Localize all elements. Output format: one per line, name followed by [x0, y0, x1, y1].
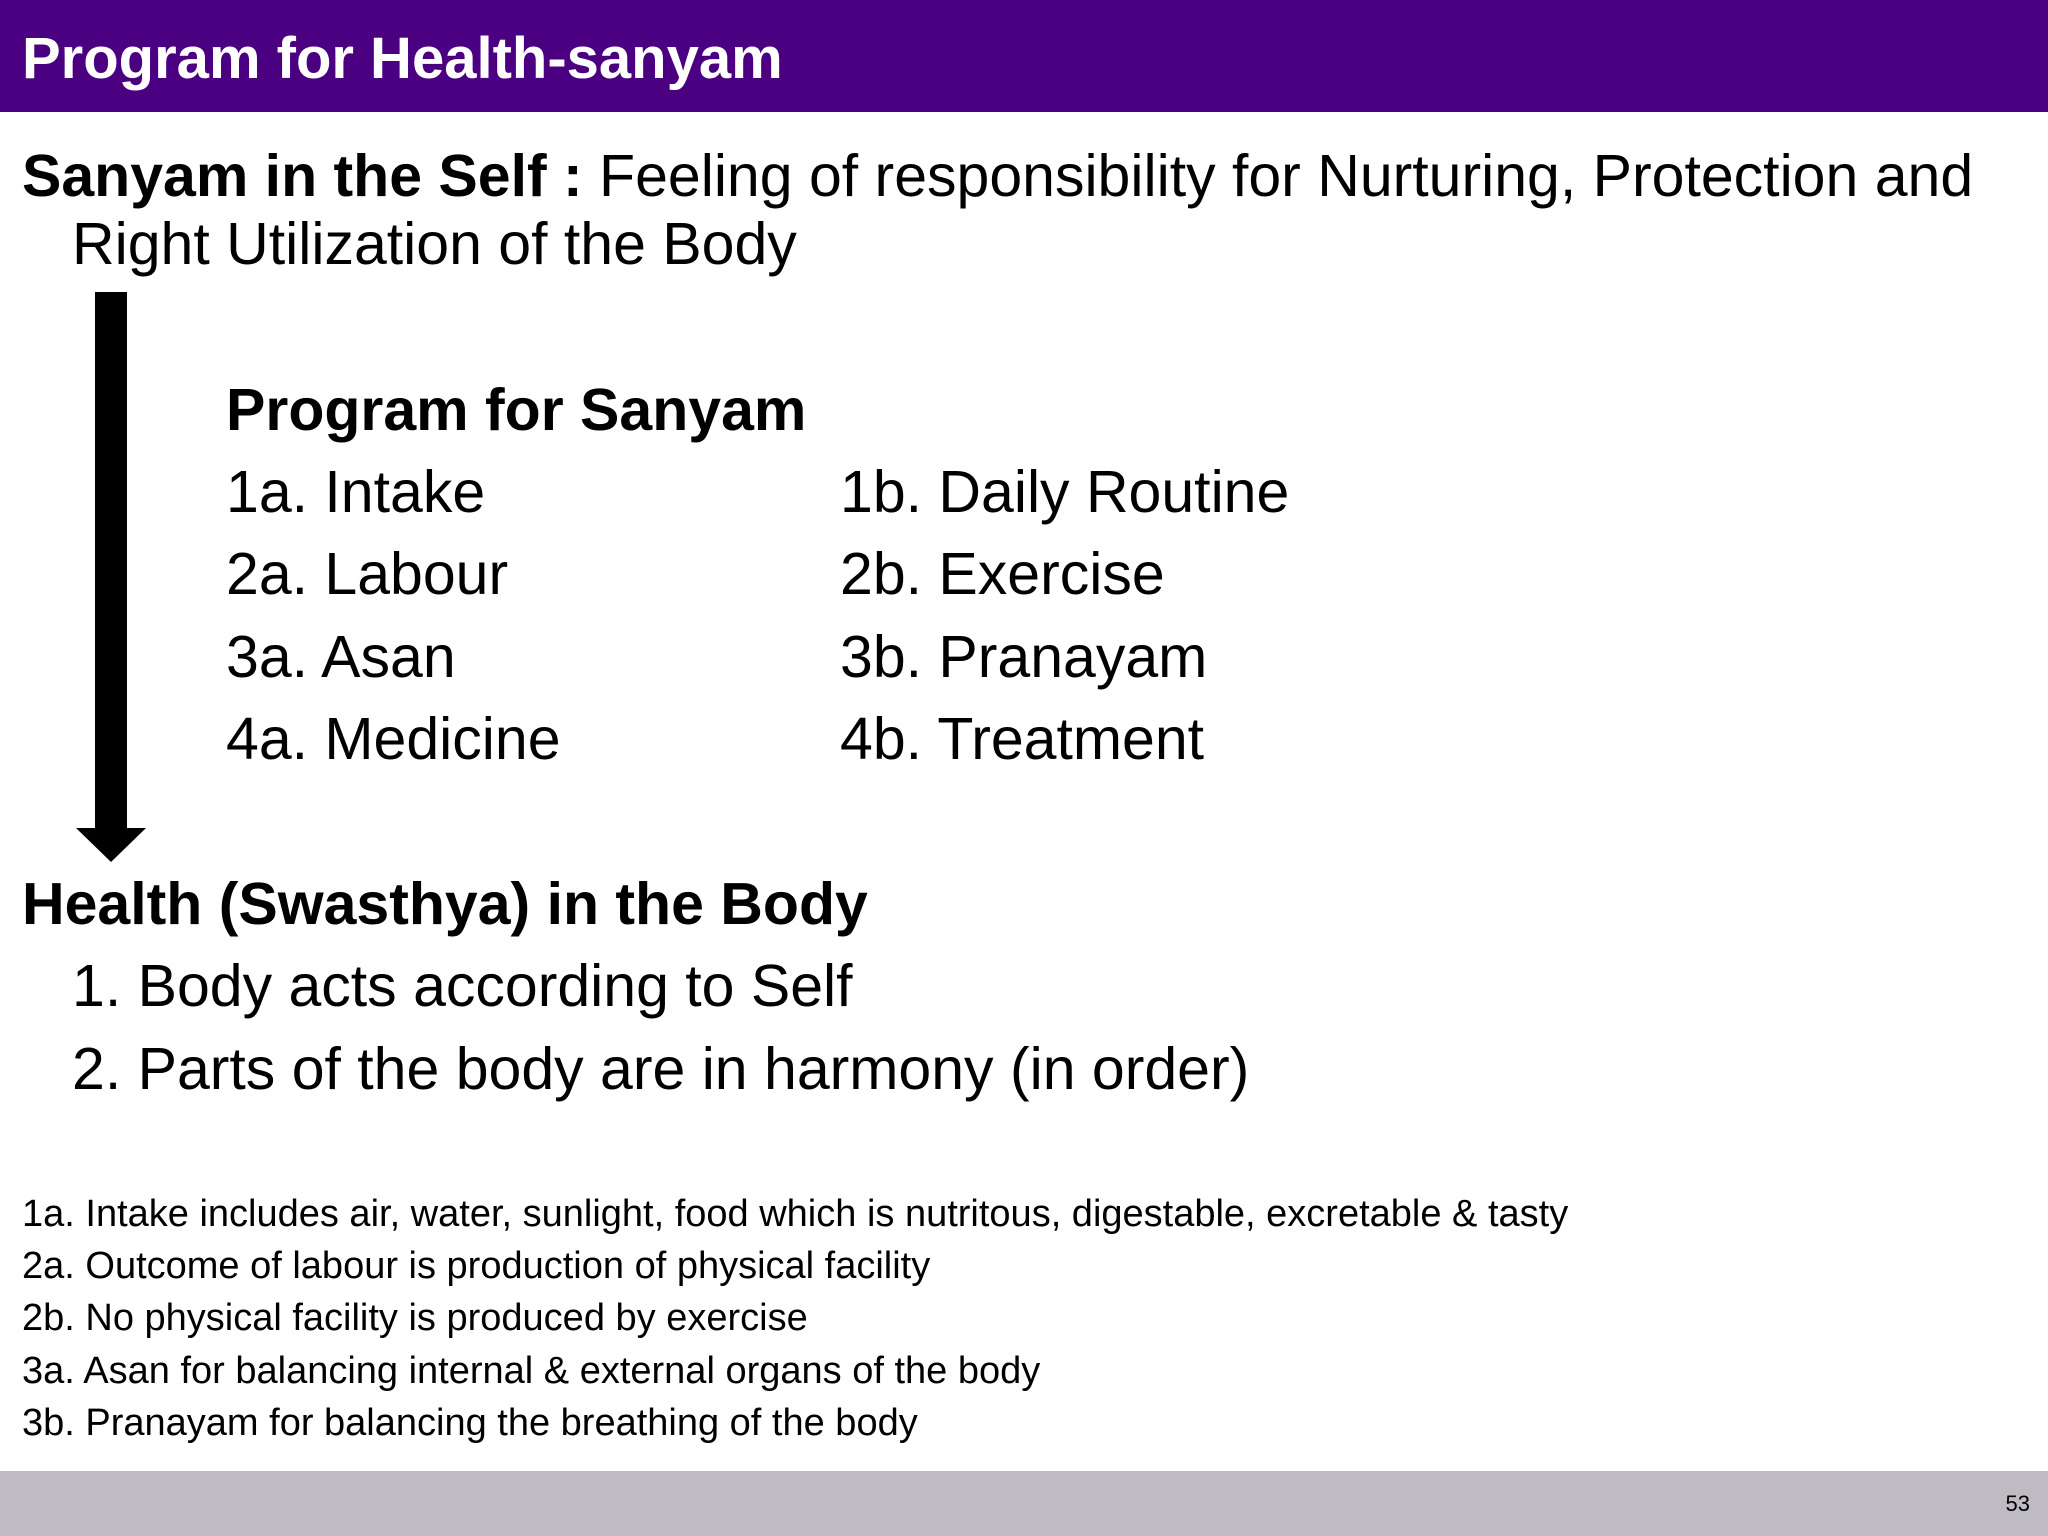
page-number: 53 [2005, 1491, 2030, 1516]
self-statement [22, 142, 2048, 278]
program-item-2a: 2a. Labour [226, 541, 509, 607]
health-point-1: 1. Body acts according to Self [72, 953, 853, 1019]
program-item-1b: 1b. Daily Routine [840, 459, 1290, 525]
self-statement-lead: Sanyam in the Self : [22, 143, 583, 209]
program-item-2b: 2b. Exercise [840, 541, 1165, 607]
note-2b: 2b. No physical facility is produced by exercise [22, 1297, 808, 1339]
health-point-2: 2. Parts of the body are in harmony (in order) [72, 1036, 1250, 1102]
down-arrow-icon [76, 292, 146, 864]
program-item-1a: 1a. Intake [226, 459, 486, 525]
self-statement-text: Feeling of responsibility for Nurturing, Protection and Right Utilization of the Body [72, 143, 1974, 277]
program-item-3a: 3a. Asan [226, 624, 456, 690]
note-1a: 1a. Intake includes air, water, sunlight, food which is nutritous, digestable, excretable & tasty [22, 1193, 1569, 1235]
title-bar [0, 0, 2048, 112]
program-item-4a: 4a. Medicine [226, 706, 561, 772]
program-item-3b: 3b. Pranayam [840, 624, 1208, 690]
footer-bar [0, 1471, 2048, 1536]
program-item-4b: 4b. Treatment [840, 706, 1205, 772]
slide-title: Program for Health-sanyam [22, 26, 783, 91]
program-heading: Program for Sanyam [226, 377, 807, 443]
health-heading: Health (Swasthya) in the Body [22, 871, 868, 937]
note-2a: 2a. Outcome of labour is production of physical facility [22, 1245, 931, 1287]
note-3b: 3b. Pranayam for balancing the breathing of the body [22, 1402, 918, 1444]
note-3a: 3a. Asan for balancing internal & external organs of the body [22, 1350, 1041, 1392]
